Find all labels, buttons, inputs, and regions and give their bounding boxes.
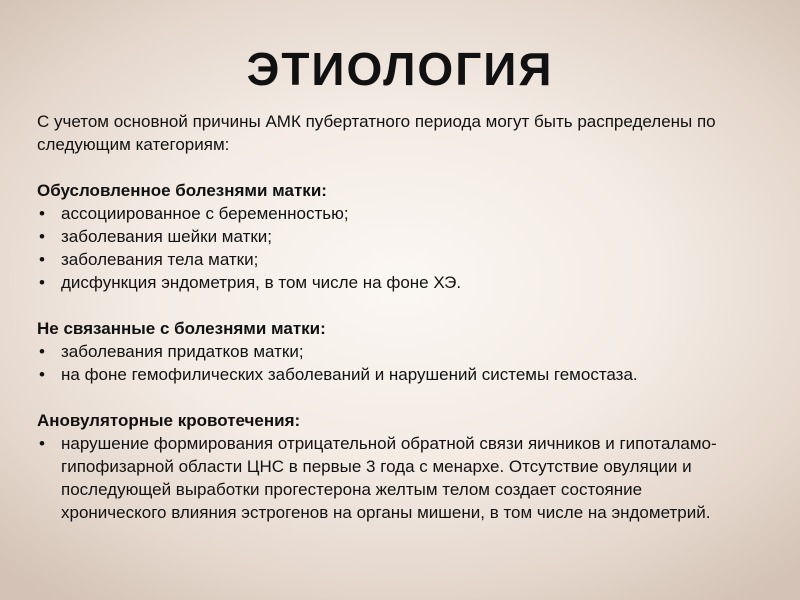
- list-item: [37, 248, 747, 271]
- slide-title: ЭТИОЛОГИЯ: [246, 43, 554, 95]
- bullet-icon: •: [39, 250, 45, 269]
- bullet-icon: •: [39, 273, 45, 292]
- bullet-icon: •: [39, 365, 45, 384]
- list-item-text: дисфункция эндометрия, в том числе на фоне ХЭ.: [61, 273, 462, 292]
- list-item: [37, 225, 747, 248]
- list-item: [37, 340, 747, 363]
- section-heading-non-uterine: Не связанные с болезнями матки:: [37, 319, 326, 338]
- list-item-text: заболевания шейки матки;: [61, 227, 273, 246]
- list-item-text: нарушение формирования отрицательной обратной связи яичников и гипоталамо-гипофизарной области ЦНС в первые 3 года с менархе. Отсутствие овуляции и последующей выработки прогестерона желтым телом создает состояние хронического влияния эстрогенов на органы мишени, в том числе на эндометрий.: [61, 434, 717, 522]
- bullet-icon: •: [39, 204, 45, 223]
- list-item-text: на фоне гемофилических заболеваний и нарушений системы гемостаза.: [61, 365, 638, 384]
- slide-body: [37, 110, 747, 524]
- intro-paragraph: С учетом основной причины АМК пубертатного периода могут быть распределены по следующим категориям:: [37, 112, 716, 154]
- bullet-list-non-uterine: [37, 340, 747, 386]
- list-item: [37, 271, 747, 294]
- list-item: [37, 432, 747, 524]
- bullet-list-uterine-diseases: [37, 202, 747, 294]
- list-item-text: ассоциированное с беременностью;: [61, 204, 349, 223]
- section-heading-anovulatory: Ановуляторные кровотечения:: [37, 411, 301, 430]
- bullet-icon: •: [39, 342, 45, 361]
- list-item: [37, 202, 747, 225]
- bullet-list-anovulatory: [37, 432, 747, 524]
- section-heading-uterine-diseases: Обусловленное болезнями матки:: [37, 181, 327, 200]
- bullet-icon: •: [39, 227, 45, 246]
- list-item: [37, 363, 747, 386]
- list-item-text: заболевания придатков матки;: [61, 342, 304, 361]
- bullet-icon: •: [39, 434, 45, 453]
- list-item-text: заболевания тела матки;: [61, 250, 259, 269]
